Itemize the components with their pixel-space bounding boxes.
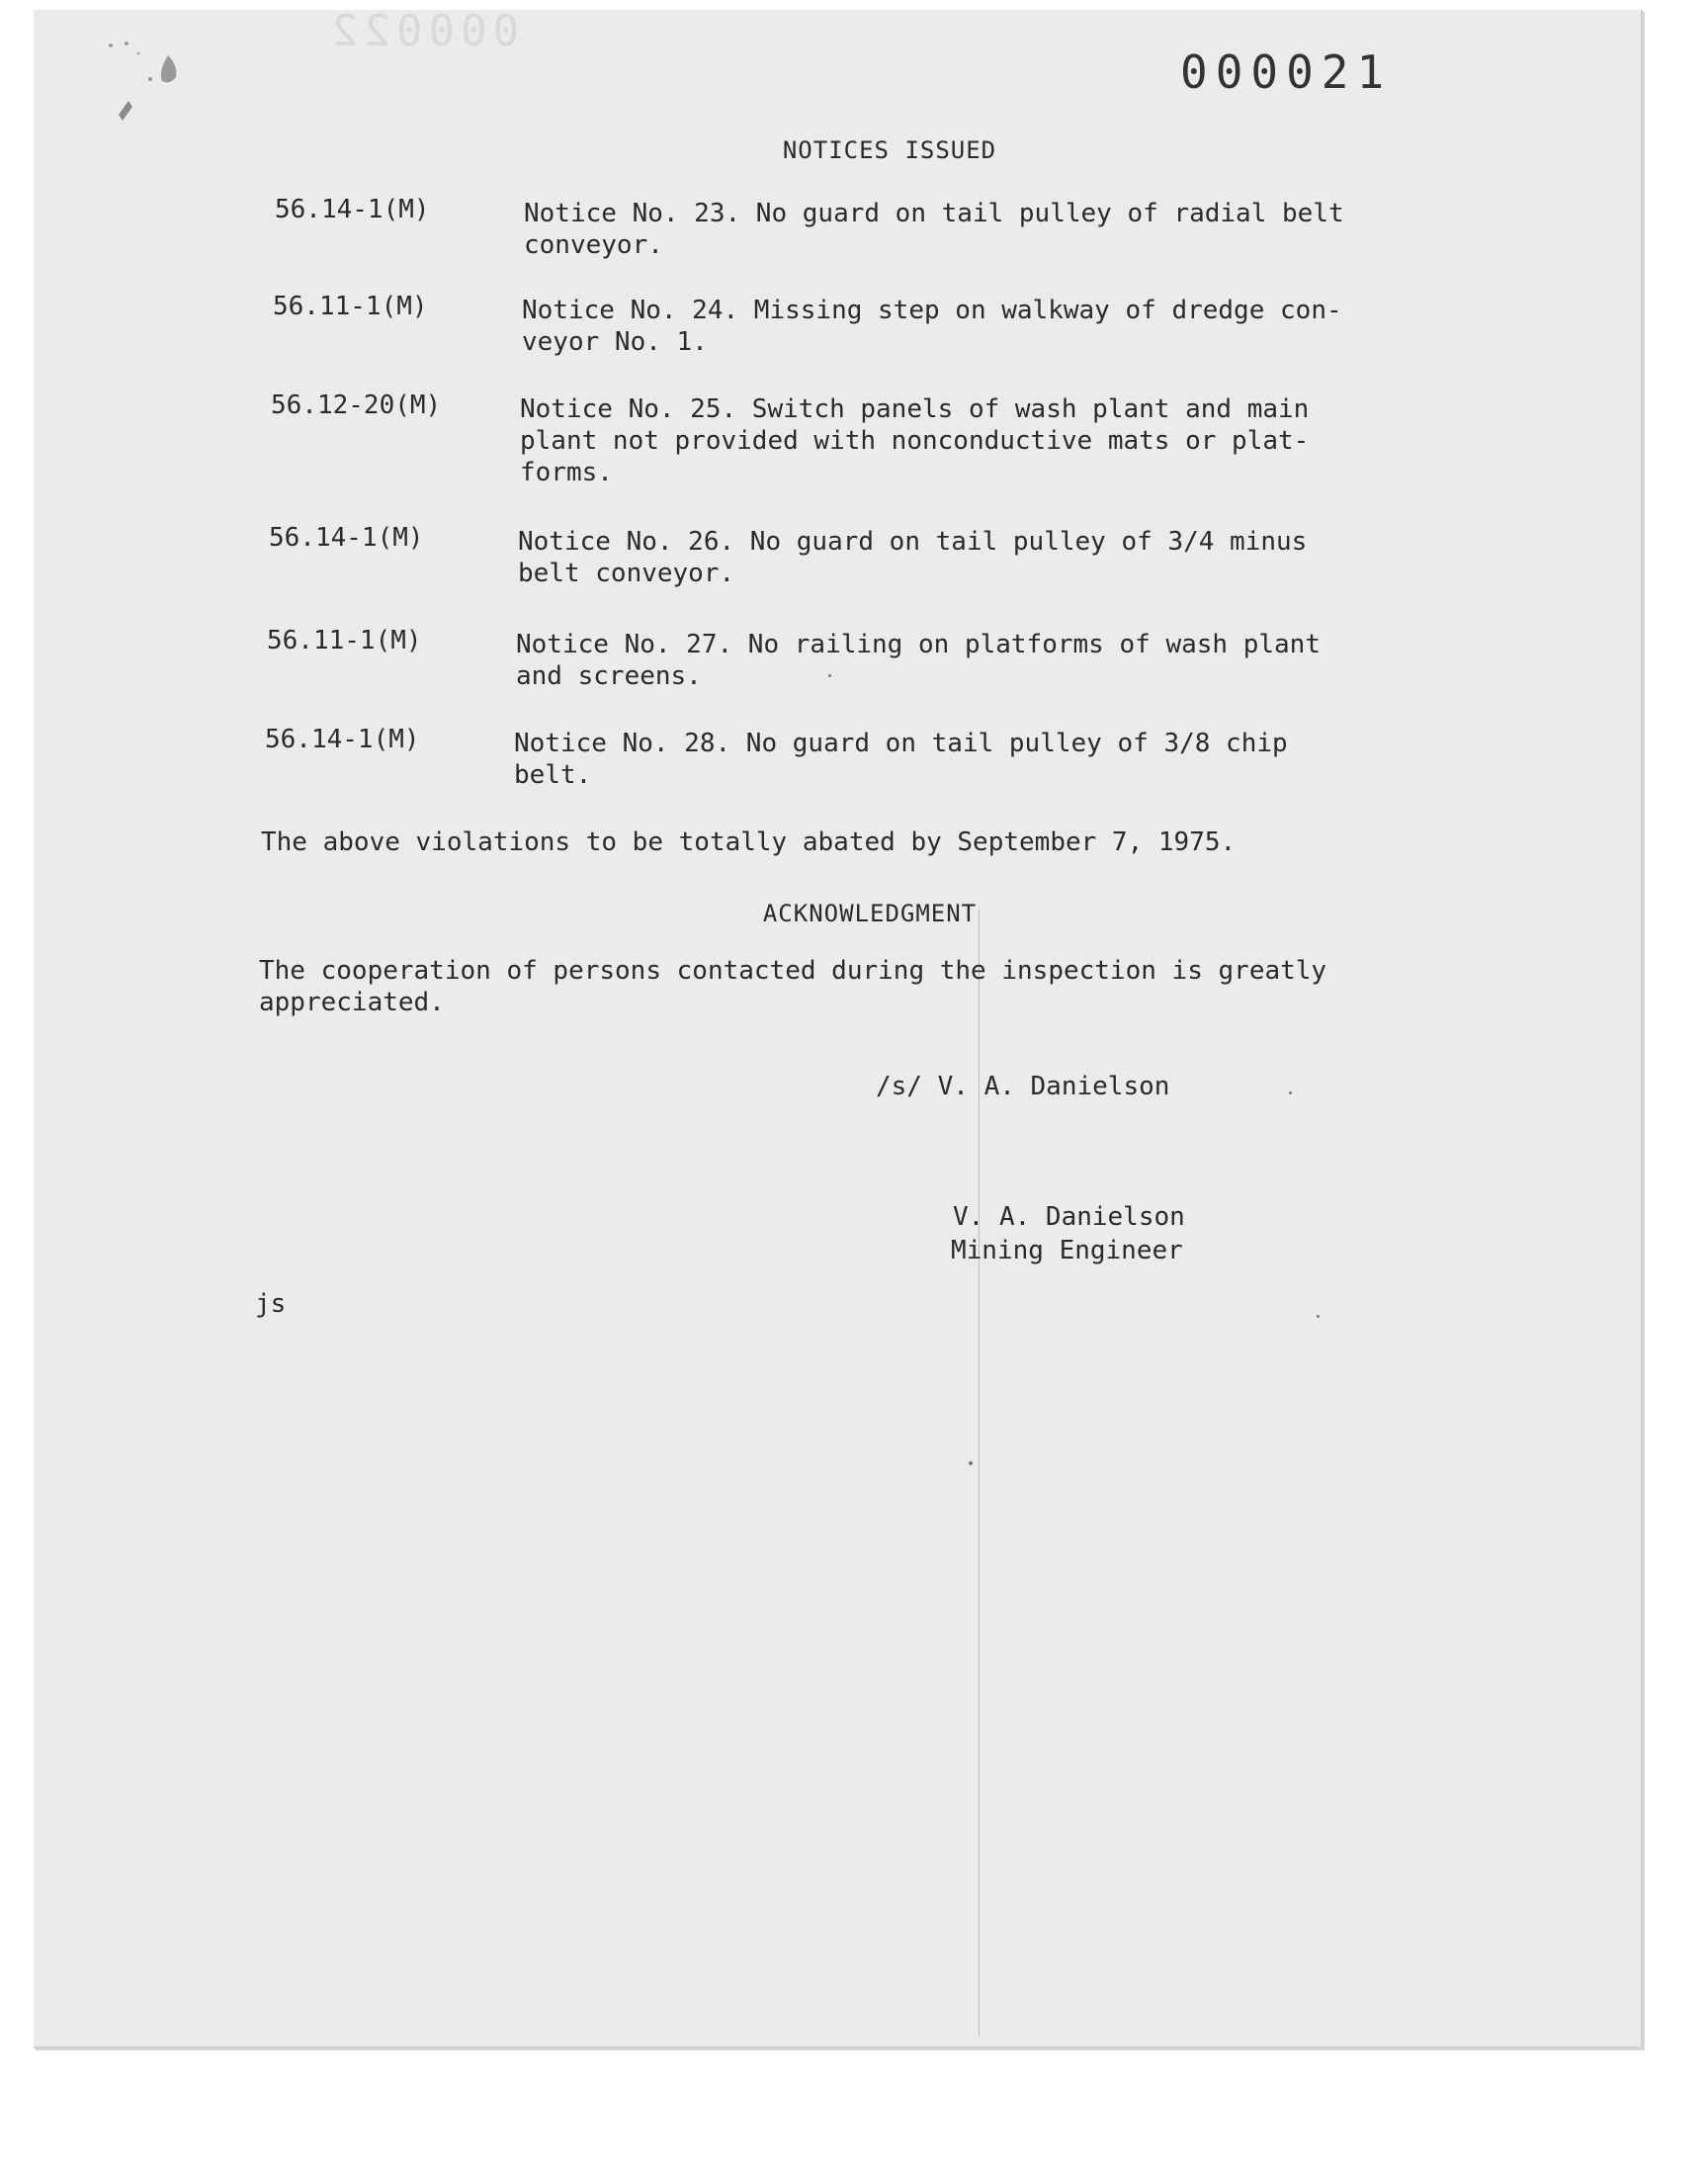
- regulation-code: 56.14-1(M): [265, 725, 420, 754]
- typist-initials: js: [255, 1289, 287, 1319]
- speck: [1289, 1091, 1292, 1094]
- notice-text: Notice No. 24. Missing step on walkway of dredge con- veyor No. 1.: [522, 296, 1342, 357]
- speck: [1317, 1315, 1320, 1318]
- regulation-code: 56.11-1(M): [267, 626, 422, 655]
- acknowledgment-heading: ACKNOWLEDGMENT: [762, 900, 978, 927]
- regulation-code: 56.14-1(M): [275, 195, 430, 224]
- speck: [969, 1461, 973, 1465]
- regulation-code: 56.12-20(M): [271, 391, 442, 420]
- notice-text: Notice No. 27. No railing on platforms of wash plant and screens.: [516, 630, 1321, 691]
- regulation-code: 56.14-1(M): [269, 523, 424, 553]
- bleed-through-page-number: 000022: [326, 6, 519, 56]
- regulation-code: 56.11-1(M): [273, 292, 428, 321]
- abatement-statement: The above violations to be totally abated by September 7, 1975.: [261, 827, 1237, 857]
- notices-heading: NOTICES ISSUED: [782, 136, 997, 164]
- smudge-mark: [99, 36, 208, 134]
- notice-text: Notice No. 23. No guard on tail pulley of radial belt conveyor.: [524, 199, 1344, 260]
- notice-text: Notice No. 25. Switch panels of wash plant and main plant not provided with nonconductive mats or plat- forms.: [520, 394, 1310, 487]
- signer-name: V. A. Danielson: [953, 1202, 1185, 1232]
- signer-title: Mining Engineer: [951, 1236, 1183, 1265]
- notice-text: Notice No. 26. No guard on tail pulley of 3/4 minus belt conveyor.: [518, 527, 1308, 588]
- page-number: 000021: [1180, 45, 1393, 99]
- acknowledgment-text: The cooperation of persons contacted during the inspection is greatly appreciated.: [259, 956, 1327, 1017]
- notice-text: Notice No. 28. No guard on tail pulley of 3/8 chip belt.: [514, 729, 1288, 790]
- signature-line: /s/ V. A. Danielson: [876, 1072, 1170, 1101]
- speck: [828, 674, 831, 677]
